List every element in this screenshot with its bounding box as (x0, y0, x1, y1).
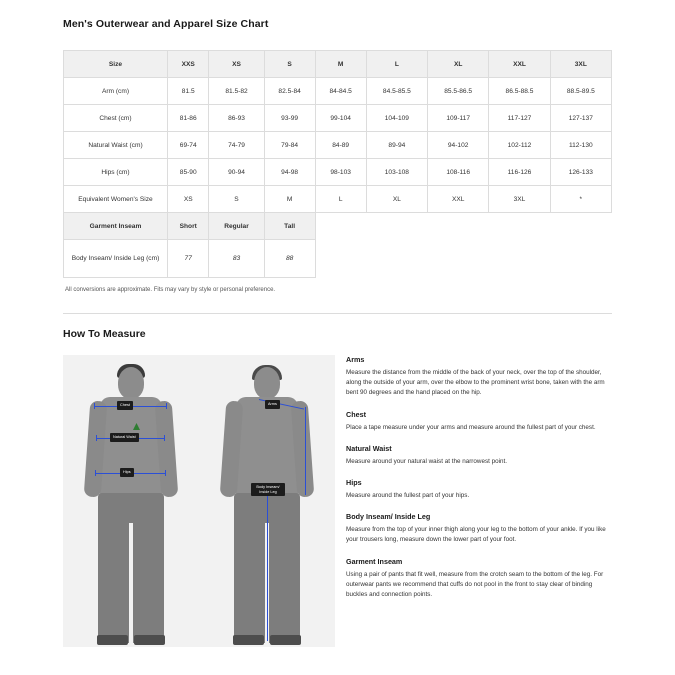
header-size: Size (64, 51, 168, 78)
cell: 82.5-84 (264, 78, 315, 105)
cell: 83 (209, 240, 264, 278)
howto-heading-body-inseam: Body Inseam/ Inside Leg (346, 512, 431, 522)
waist-tick-left (96, 435, 97, 441)
body-inseam-row (64, 240, 612, 278)
cell: 84-84.5 (315, 78, 366, 105)
cell: 69-74 (168, 132, 209, 159)
cell: XL (366, 186, 427, 213)
cell: 104-109 (366, 105, 427, 132)
header-xl: XL (428, 51, 489, 78)
cell: 85-90 (168, 159, 209, 186)
cell: 84-89 (315, 132, 366, 159)
head-shape (254, 367, 280, 399)
cell: 99-104 (315, 105, 366, 132)
label-body-inseam: Body Inseam/ Inside Leg (251, 483, 285, 496)
cell: * (550, 186, 611, 213)
cell: 94-98 (264, 159, 315, 186)
cell: 93-99 (264, 105, 315, 132)
howto-text-garment-inseam: Using a pair of pants that fit well, measure from the crotch seam to the bottom of the leg. For outerwear pants we recommend that cuffs do not pool in the front to stay clear of binding buckles and connection points. (346, 570, 604, 598)
cell: XXL (428, 186, 489, 213)
cell: 81.5-82 (209, 78, 264, 105)
row-label-hips: Hips (cm) (64, 159, 168, 186)
row-label-equivalent-womens-size: Equivalent Women's Size (64, 186, 168, 213)
header-3xl: 3XL (550, 51, 611, 78)
cell: 74-79 (209, 132, 264, 159)
howto-heading-chest: Chest (346, 409, 366, 419)
howto-text-body-inseam: Measure from the top of your inner thigh along your leg to the bottom of your ankle. If you like your trousers long, measure down the lower part of your foot. (346, 526, 606, 544)
cell: 103-108 (366, 159, 427, 186)
page-title: Men's Outerwear and Apparel Size Chart (63, 18, 269, 30)
table-row (64, 132, 612, 159)
blank-cell (315, 240, 611, 278)
header-xs: XS (209, 51, 264, 78)
row-label-garment-inseam: Garment Inseam (64, 213, 168, 240)
table-header-row (64, 51, 612, 78)
howto-text-chest: Place a tape measure under your arms and measure around the fullest part of your chest. (346, 423, 596, 431)
howto-text-natural-waist: Measure around your natural waist at the narrowest point. (346, 457, 508, 465)
torso-shape (100, 397, 162, 497)
cell: 84.5-85.5 (366, 78, 427, 105)
cell: 88 (264, 240, 315, 278)
blank-cell (315, 213, 611, 240)
cell: 79-84 (264, 132, 315, 159)
cell: 109-117 (428, 105, 489, 132)
chart-note: All conversions are approximate. Fits may vary by style or personal preference. (65, 287, 276, 293)
cell: S (209, 186, 264, 213)
garment-inseam-header-row (64, 213, 612, 240)
inseam-measure-line (267, 495, 268, 641)
howto-text-hips: Measure around the fullest part of your hips. (346, 491, 470, 499)
torso-shape (236, 397, 298, 497)
chest-tick-left (94, 403, 95, 409)
header-l: L (366, 51, 427, 78)
cell: 108-116 (428, 159, 489, 186)
cell: XS (168, 186, 209, 213)
right-shoe-shape (134, 635, 165, 645)
back-view-figure (199, 355, 335, 647)
cell: 3XL (489, 186, 550, 213)
cell: 112-130 (550, 132, 611, 159)
label-hips: Hips (120, 468, 134, 477)
cell: 126-133 (550, 159, 611, 186)
head-shape (118, 367, 144, 399)
how-to-measure-title: How To Measure (63, 328, 146, 340)
hips-tick-left (95, 470, 96, 476)
left-shoe-shape (97, 635, 128, 645)
label-arms: Arms (265, 400, 280, 409)
howto-heading-arms: Arms (346, 355, 365, 364)
table-row (64, 78, 612, 105)
cell: 85.5-86.5 (428, 78, 489, 105)
front-view-figure (63, 355, 199, 647)
howto-heading-garment-inseam: Garment Inseam (346, 556, 403, 566)
inseam-option-regular: Regular (209, 213, 264, 240)
cell: 90-94 (209, 159, 264, 186)
cell: 88.5-89.5 (550, 78, 611, 105)
section-divider (63, 313, 612, 314)
row-label-chest: Chest (cm) (64, 105, 168, 132)
hips-tick-right (165, 470, 166, 476)
cell: 116-126 (489, 159, 550, 186)
size-chart-table (63, 50, 612, 278)
label-natural-waist: Natural Waist (110, 433, 139, 442)
cell: 98-103 (315, 159, 366, 186)
label-chest: Chest (117, 401, 133, 410)
cell: M (264, 186, 315, 213)
cell: 77 (168, 240, 209, 278)
cell: 81-86 (168, 105, 209, 132)
cell: 102-112 (489, 132, 550, 159)
row-label-arm: Arm (cm) (64, 78, 168, 105)
table-row (64, 105, 612, 132)
table-row (64, 159, 612, 186)
header-xxs: XXS (168, 51, 209, 78)
cell: 81.5 (168, 78, 209, 105)
right-shoe-shape (270, 635, 301, 645)
chest-tick-right (166, 403, 167, 409)
header-s: S (264, 51, 315, 78)
cell: 86-93 (209, 105, 264, 132)
howto-text-arms: Measure the distance from the middle of the back of your neck, over the top of the shoulder, along the outside of your arm, over the elbow to the prominent wrist bone, taken with the arm bent 90 degrees and the hand placed on the hip. (346, 369, 605, 397)
table-row (64, 186, 612, 213)
cell: 117-127 (489, 105, 550, 132)
inseam-option-tall: Tall (264, 213, 315, 240)
arm-measure-line-down (305, 407, 306, 495)
howto-heading-natural-waist: Natural Waist (346, 443, 392, 453)
row-label-natural-waist: Natural Waist (cm) (64, 132, 168, 159)
measurement-figures (63, 355, 335, 647)
inseam-option-short: Short (168, 213, 209, 240)
cell: 94-102 (428, 132, 489, 159)
left-shoe-shape (233, 635, 264, 645)
cell: 127-137 (550, 105, 611, 132)
howto-heading-hips: Hips (346, 477, 362, 487)
cell: 86.5-88.5 (489, 78, 550, 105)
row-label-body-inseam: Body Inseam/ Inside Leg (cm) (64, 240, 168, 278)
header-m: M (315, 51, 366, 78)
leg-gap (129, 523, 133, 643)
cell: 89-94 (366, 132, 427, 159)
size-chart-container (63, 50, 612, 293)
how-to-measure-list (346, 355, 614, 611)
waist-tick-right (164, 435, 165, 441)
cell: L (315, 186, 366, 213)
header-xxl: XXL (489, 51, 550, 78)
